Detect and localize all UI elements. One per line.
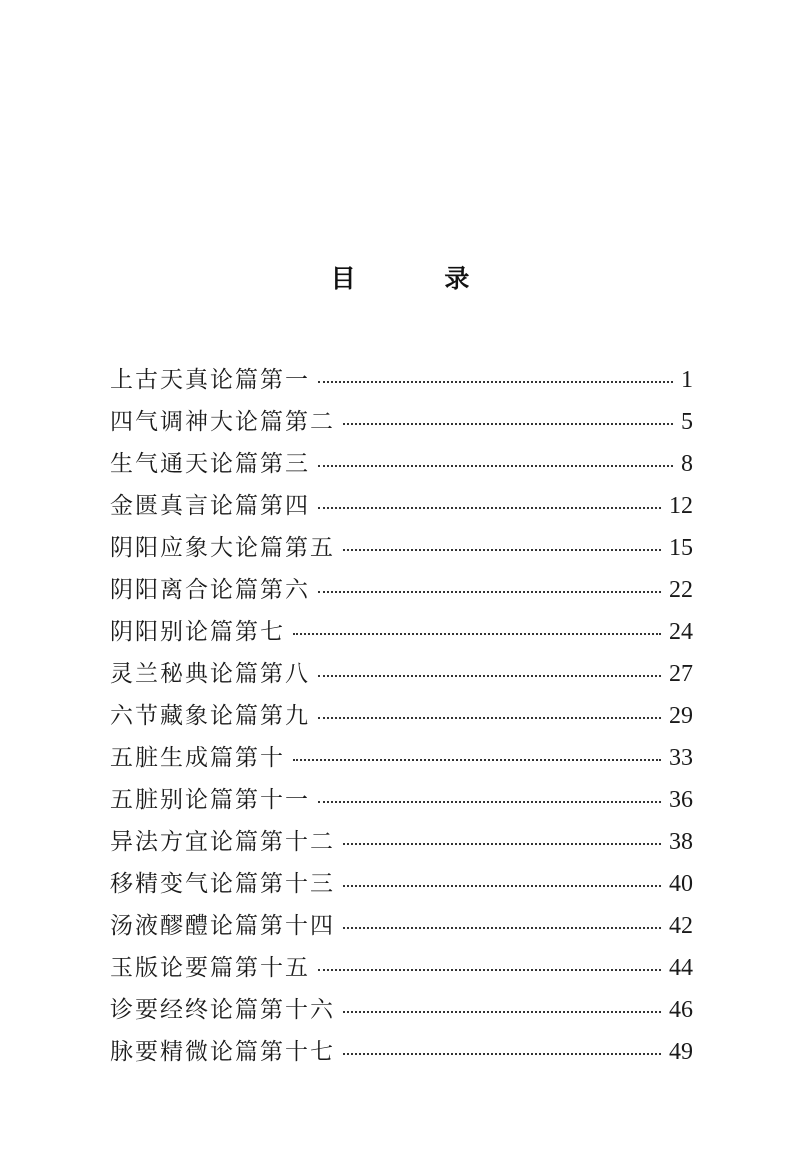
toc-entry-page: 38 <box>669 829 693 855</box>
toc-entry-page: 49 <box>669 1039 693 1065</box>
page-title: 目 录 <box>330 264 510 293</box>
dot-leader <box>318 381 673 383</box>
toc-entry-page: 15 <box>669 535 693 561</box>
toc-entry[interactable] <box>110 821 693 863</box>
toc-entry-title: 诊要经终论篇第十六 <box>110 997 335 1023</box>
dot-leader <box>318 675 661 677</box>
table-of-contents <box>110 359 693 1073</box>
toc-entry-title: 异法方宜论篇第十二 <box>110 829 335 855</box>
toc-entry-title: 脉要精微论篇第十七 <box>110 1039 335 1065</box>
toc-entry-page: 24 <box>669 619 693 645</box>
toc-entry[interactable] <box>110 1031 693 1073</box>
toc-entry-title: 四气调神大论篇第二 <box>110 409 335 435</box>
dot-leader <box>343 885 661 887</box>
dot-leader <box>318 801 661 803</box>
toc-entry-page: 12 <box>669 493 693 519</box>
toc-entry[interactable] <box>110 779 693 821</box>
dot-leader <box>318 507 661 509</box>
toc-entry-page: 46 <box>669 997 693 1023</box>
toc-entry[interactable] <box>110 485 693 527</box>
toc-entry[interactable] <box>110 905 693 947</box>
toc-entry[interactable] <box>110 611 693 653</box>
toc-entry[interactable] <box>110 863 693 905</box>
dot-leader <box>343 549 661 551</box>
dot-leader <box>318 465 673 467</box>
toc-entry-title: 阴阳应象大论篇第五 <box>110 535 335 561</box>
toc-entry-page: 40 <box>669 871 693 897</box>
toc-entry[interactable] <box>110 359 693 401</box>
dot-leader <box>343 1011 661 1013</box>
toc-entry-page: 1 <box>681 367 693 393</box>
toc-entry-title: 生气通天论篇第三 <box>110 451 310 477</box>
toc-entry[interactable] <box>110 443 693 485</box>
dot-leader <box>318 717 661 719</box>
toc-entry-title: 六节藏象论篇第九 <box>110 703 310 729</box>
toc-entry[interactable] <box>110 737 693 779</box>
toc-entry-title: 汤液醪醴论篇第十四 <box>110 913 335 939</box>
toc-entry[interactable] <box>110 569 693 611</box>
toc-entry-page: 36 <box>669 787 693 813</box>
toc-entry-title: 阴阳离合论篇第六 <box>110 577 310 603</box>
toc-entry-title: 移精变气论篇第十三 <box>110 871 335 897</box>
toc-entry-page: 44 <box>669 955 693 981</box>
dot-leader <box>318 969 661 971</box>
toc-entry[interactable] <box>110 695 693 737</box>
toc-entry-title: 灵兰秘典论篇第八 <box>110 661 310 687</box>
dot-leader <box>318 591 661 593</box>
toc-entry-title: 金匮真言论篇第四 <box>110 493 310 519</box>
toc-entry-page: 8 <box>681 451 693 477</box>
toc-entry-title: 玉版论要篇第十五 <box>110 955 310 981</box>
toc-entry[interactable] <box>110 989 693 1031</box>
toc-entry-page: 5 <box>681 409 693 435</box>
toc-entry-page: 33 <box>669 745 693 771</box>
toc-entry[interactable] <box>110 947 693 989</box>
dot-leader <box>293 759 661 761</box>
toc-entry-title: 五脏生成篇第十 <box>110 745 285 771</box>
toc-entry[interactable] <box>110 401 693 443</box>
toc-entry[interactable] <box>110 527 693 569</box>
toc-entry-title: 上古天真论篇第一 <box>110 367 310 393</box>
toc-entry-title: 阴阳别论篇第七 <box>110 619 285 645</box>
dot-leader <box>343 843 661 845</box>
toc-entry-page: 27 <box>669 661 693 687</box>
dot-leader <box>343 423 673 425</box>
toc-entry-page: 29 <box>669 703 693 729</box>
toc-entry[interactable] <box>110 653 693 695</box>
toc-entry-page: 22 <box>669 577 693 603</box>
dot-leader <box>293 633 661 635</box>
dot-leader <box>343 927 661 929</box>
toc-entry-page: 42 <box>669 913 693 939</box>
dot-leader <box>343 1053 661 1055</box>
toc-entry-title: 五脏别论篇第十一 <box>110 787 310 813</box>
